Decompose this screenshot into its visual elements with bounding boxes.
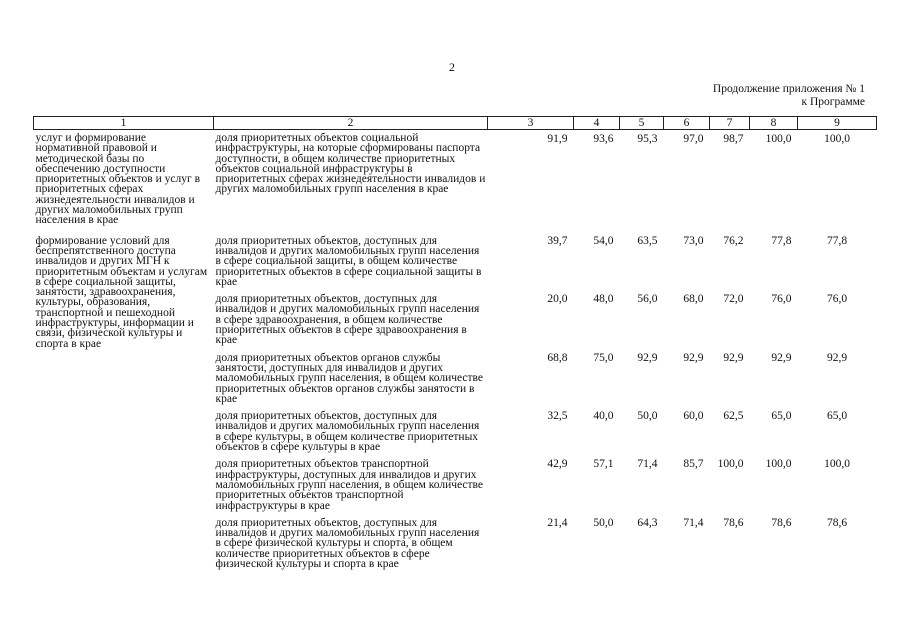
value-cell: 78,6 xyxy=(826,516,848,529)
value-cell: 92,9 xyxy=(723,351,744,364)
value-cell: 92,9 xyxy=(637,351,658,364)
value-cell: 78,6 xyxy=(723,516,744,529)
goal-text: формирование условий для беспрепятственного доступа инвалидов и других МГН к приоритетным объектам и услугам в сфере социальной защиты, занятости, здравоохранения, культуры, образования, транспортной и пешеходной инфраструктуры, информации и связи, физической культуры и спорта в крае xyxy=(35,234,208,350)
table-row xyxy=(34,130,877,226)
column-header: 4 xyxy=(574,117,620,130)
table-row xyxy=(34,236,877,287)
column-header: 1 xyxy=(34,117,214,130)
value-cell: 40,0 xyxy=(593,410,614,423)
indicator-text: доля приоритетных объектов, доступных для инвалидов и других маломобильных групп населения в сфере культуры, в общем количестве приоритетных объектов в сфере культуры в крае xyxy=(215,410,480,454)
value-cell: 50,0 xyxy=(593,516,614,529)
indicator-cell xyxy=(214,353,488,404)
goal-text: услуг и формирование нормативной правовой и методической базы по обеспечению доступности приоритетных объектов и услуг в приоритетных сферах жизнедеятельности инвалидов и других маломобильных групп населения в крае xyxy=(35,132,200,227)
appendix-note-line1: Продолжение приложения № 1 xyxy=(712,83,865,95)
indicator-text: доля приоритетных объектов, доступных для инвалидов и других маломобильных групп населения в сфере физической культуры и спорта, в общем количестве приоритетных объектов в сфере физической культуры и спорта в крае xyxy=(215,516,480,570)
column-header: 6 xyxy=(664,117,710,130)
value-cell: 21,4 xyxy=(547,516,568,529)
value-cell: 65,0 xyxy=(826,410,848,423)
value-cell: 100,0 xyxy=(765,133,792,145)
table-header-row xyxy=(34,117,877,130)
value-cell: 100,0 xyxy=(717,458,744,471)
value-cell: 76,2 xyxy=(723,234,744,247)
value-cell: 100,0 xyxy=(824,458,850,471)
value-cell: 77,8 xyxy=(826,234,848,247)
value-cell: 77,8 xyxy=(771,234,792,247)
value-cell: 100,0 xyxy=(765,458,792,471)
value-cell: 73,0 xyxy=(683,234,704,247)
value-cell: 91,9 xyxy=(547,133,568,145)
value-cell: 98,7 xyxy=(723,133,744,145)
value-cell: 20,0 xyxy=(547,293,568,306)
value-cell: 85,7 xyxy=(683,458,704,471)
indicator-text: доля приоритетных объектов, доступных для инвалидов и других маломобильных групп населения в сфере социальной защиты, в общем количестве приоритетных объектов в сфере социальной защиты в крае xyxy=(215,234,482,288)
indicator-cell xyxy=(214,518,488,569)
indicator-cell xyxy=(214,294,488,345)
indicator-text: доля приоритетных объектов транспортной инфраструктуры, доступных для инвалидов и других маломобильных групп населения, в общем количестве приоритетных объектов транспортной инфраструктуры в крае xyxy=(215,458,484,512)
value-cell: 92,9 xyxy=(771,351,792,364)
value-cell: 39,7 xyxy=(547,234,568,247)
page-number: 2 xyxy=(449,60,455,74)
indicator-cell xyxy=(214,411,488,452)
value-cell: 64,3 xyxy=(637,516,658,529)
value-cell: 68,8 xyxy=(547,351,568,364)
value-cell: 54,0 xyxy=(593,234,614,247)
value-cell: 63,5 xyxy=(637,234,658,247)
value-cell: 60,0 xyxy=(683,410,704,423)
column-header: 2 xyxy=(214,117,488,130)
value-cell: 92,9 xyxy=(826,351,848,364)
appendix-note-line2: к Программе xyxy=(801,96,865,108)
value-cell: 95,3 xyxy=(637,133,658,145)
column-header: 7 xyxy=(710,117,750,130)
value-cell: 78,6 xyxy=(771,516,792,529)
value-cell: 50,0 xyxy=(637,410,658,423)
column-header: 9 xyxy=(798,117,877,130)
value-cell: 48,0 xyxy=(593,293,614,306)
value-cell: 76,0 xyxy=(826,293,848,306)
value-cell: 75,0 xyxy=(593,351,614,364)
indicator-cell xyxy=(214,130,488,226)
value-cell: 93,6 xyxy=(593,133,614,145)
value-cell: 57,1 xyxy=(593,458,614,471)
value-cell: 56,0 xyxy=(637,293,658,306)
value-cell: 32,5 xyxy=(547,410,568,423)
column-header: 8 xyxy=(750,117,798,130)
goal-cell xyxy=(34,236,214,570)
value-cell: 97,0 xyxy=(683,133,704,145)
value-cell: 65,0 xyxy=(771,410,792,423)
indicators-table xyxy=(33,116,877,569)
value-cell: 62,5 xyxy=(723,410,744,423)
value-cell: 92,9 xyxy=(683,351,704,364)
indicator-text: доля приоритетных объектов социальной инфраструктуры, на которые сформированы паспорта доступности, в общем количестве приоритетных объектов социальной инфраструктуры в приоритетных сферах жизнедеятельности инвалидов и других маломобильных групп населения в крае xyxy=(215,132,486,196)
indicator-cell xyxy=(214,459,488,510)
goal-cell xyxy=(34,130,214,226)
column-header: 5 xyxy=(620,117,664,130)
value-cell: 76,0 xyxy=(771,293,792,306)
value-cell: 68,0 xyxy=(683,293,704,306)
appendix-note xyxy=(713,83,865,109)
value-cell: 72,0 xyxy=(723,293,744,306)
value-cell: 42,9 xyxy=(547,458,568,471)
indicator-text: доля приоритетных объектов, доступных для инвалидов и других маломобильных групп населения в сфере здравоохранения, в общем количестве приоритетных объектов в сфере здравоохранения в крае xyxy=(215,293,480,347)
value-cell: 100,0 xyxy=(824,133,850,145)
indicator-text: доля приоритетных объектов органов службы занятости, доступных для инвалидов и других маломобильных групп населения, в общем количестве приоритетных объектов органов службы занятости в крае xyxy=(215,351,484,405)
value-cell: 71,4 xyxy=(637,458,658,471)
column-header: 3 xyxy=(488,117,574,130)
indicator-cell xyxy=(214,236,488,287)
value-cell: 71,4 xyxy=(683,516,704,529)
